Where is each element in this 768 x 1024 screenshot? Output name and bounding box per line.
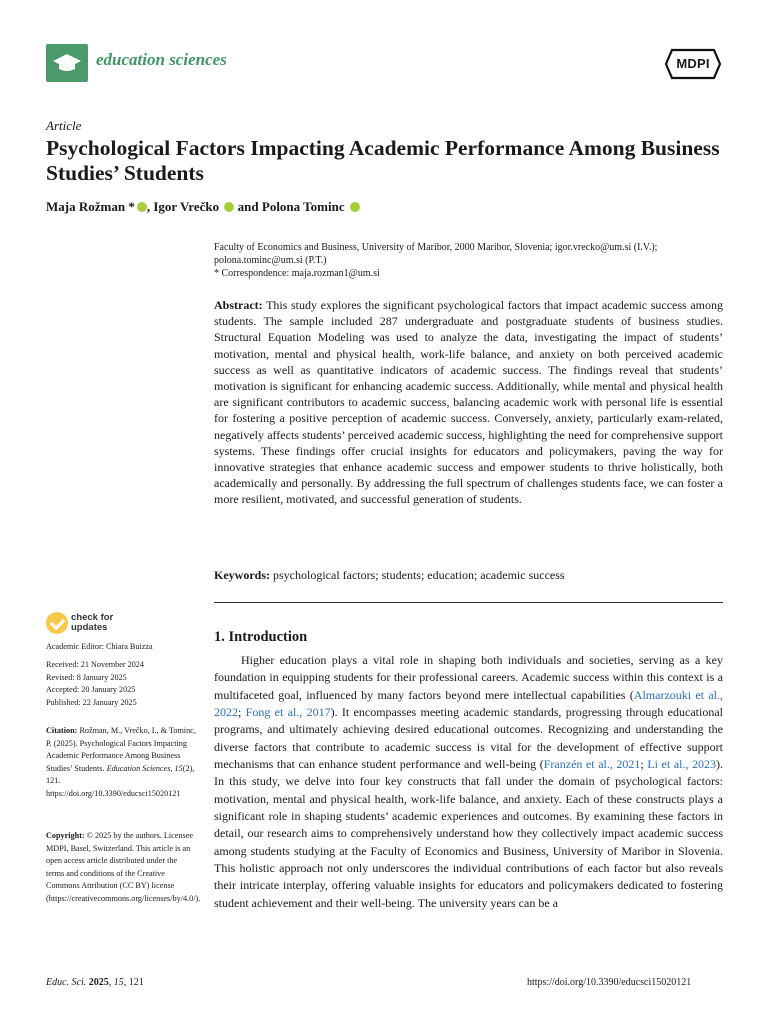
citation-label: Citation: <box>46 726 78 735</box>
abstract-text: This study explores the significant psychological factors that impact academic success among students. The sample included 287 undergraduate and postgraduate students of business studies. Structural Equation Modeling was used to analyze the data, investigating the impact of students’ motivation, mental and physical health, work-life balance, and anxiety on both perceived academic success as well as quantitative indicators of academic success. The findings reveal that students’ motivation is significant for enhancing academic success. Additionally, while mental and physical health are significant contributors to academic success, balancing academic work with personal life is essential for fostering a positive perception of academic success. Conversely, anxiety, particularly exam-related, negatively affects students’ perceived academic success, highlighting the need for comprehensive support systems. These findings offer crucial insights for educators and policymakers, paving the way for innovative strategies that enhance academic success and empower students to thrive holistically, both academically and personally. By addressing the full spectrum of challenges students face, we can foster a more resilient, motivated, and successful generation of students. <box>214 298 723 507</box>
citation-link[interactable]: Franzén et al., 2021 <box>543 757 641 772</box>
dates <box>46 659 196 709</box>
citation-doi[interactable]: (2), 121. https://doi.org/10.3390/educsci15020121 <box>46 763 195 798</box>
revised-date: Revised: 8 January 2025 <box>46 672 127 682</box>
article-title: Psychological Factors Impacting Academic Performance Among Business Studies’ Students <box>46 136 720 185</box>
introduction-paragraph: Higher education plays a vital role in shaping both individuals and societies, serving as a key foundation in equipping students for their professional careers. Academic success within this context is a multifaceted goal, influenced by many factors beyond mere intellectual capabilities (Almarzouki et al., 2022; Fong et al., 2017). It encompasses meeting academic standards, progressing through educational programs, and ultimately achieving desired educational outcomes. Recognizing and understanding the diverse factors that contribute to academic success is vital for the development of effective support mechanisms that can enhance student performance and well-being (Franzén et al., 2021; Li et al., 2023). In this study, we delve into four key constructs that fall under the domain of psychological factors: motivation, mental and physical health, work-life balance, and anxiety. Each of these constructs plays a significant role in shaping students’ academic experiences and outcomes. By examining these factors in detail, our research aims to comprehensively understand how they collectively impact academic success among students studying at the Faculty of Economics and Business, University of Maribor in Slovenia. This holistic approach not only underscores the individual contributions of each factor but also reveals their intricate interplay, offering valuable insights for educators and policymakers dedicated to fostering student achievement and their well-being. The university years can be a <box>214 653 724 910</box>
author-name[interactable]: , Igor Vrečko <box>146 199 223 214</box>
keywords-label: Keywords: <box>214 568 270 582</box>
affiliation-line: Faculty of Economics and Business, University of Maribor, 2000 Maribor, Slovenia; igor.vrecko@um.si (I.V.); <box>214 242 658 253</box>
footer-citation: Educ. Sci. 2025, 15, 121 <box>46 977 144 988</box>
affiliation-line: polona.tominc@um.si (P.T.) <box>214 255 327 266</box>
orcid-icon[interactable] <box>224 202 234 212</box>
orcid-icon[interactable] <box>350 202 360 212</box>
academic-editor: Academic Editor: Chiara Buizza <box>46 642 153 651</box>
mdpi-logo[interactable] <box>664 48 722 80</box>
author-name[interactable]: and Polona Tominc <box>234 199 348 214</box>
publisher-name: MDPI <box>676 56 710 71</box>
abstract <box>214 297 723 508</box>
article-type: Article <box>46 118 82 133</box>
check-updates-label: check for updates <box>71 612 114 633</box>
orcid-icon[interactable] <box>137 202 147 212</box>
affiliations <box>214 241 734 280</box>
copyright-label: Copyright: <box>46 831 85 840</box>
citation-link[interactable]: Fong et al., 2017 <box>245 705 331 720</box>
author-name[interactable]: Maja Rožman * <box>46 199 135 214</box>
copyright <box>46 830 201 905</box>
section-heading: 1. Introduction <box>214 629 308 645</box>
citation-link[interactable]: Almarzouki et al., 2022 <box>214 687 724 720</box>
journal-name[interactable]: education sciences <box>96 50 227 69</box>
citation <box>46 725 196 800</box>
correspondence: * Correspondence: maja.rozman1@um.si <box>214 268 380 279</box>
keywords-text: psychological factors; students; education; academic success <box>273 568 565 582</box>
journal-logo <box>46 44 88 82</box>
abstract-label: Abstract: <box>214 298 263 312</box>
published-date: Published: 22 January 2025 <box>46 697 137 707</box>
check-for-updates-button[interactable] <box>46 612 113 634</box>
received-date: Received: 21 November 2024 <box>46 660 144 669</box>
citation-link[interactable]: Li et al., 2023 <box>647 757 717 772</box>
keywords <box>214 568 723 583</box>
section-divider <box>214 602 723 603</box>
accepted-date: Accepted: 20 January 2025 <box>46 685 136 694</box>
citation-journal: Education Sciences, 15 <box>106 763 183 773</box>
check-icon <box>46 612 68 634</box>
graduation-cap-icon <box>52 52 82 74</box>
footer-doi-link[interactable]: https://doi.org/10.3390/educsci15020121 <box>527 977 692 988</box>
author-list <box>46 199 360 215</box>
citation-text: Rožman, M., Vrečko, I., & Tominc, P. (2025). Psychological Factors Impacting Academic Performance Among Business Studies’ Students. <box>46 726 196 773</box>
copyright-text: © 2025 by the authors. Licensee MDPI, Basel, Switzerland. This article is an open access article distributed under the terms and conditions of the Creative Commons Attribution (CC BY) license (https://creativecommons.org/licenses/by/4.0/). <box>46 831 201 903</box>
